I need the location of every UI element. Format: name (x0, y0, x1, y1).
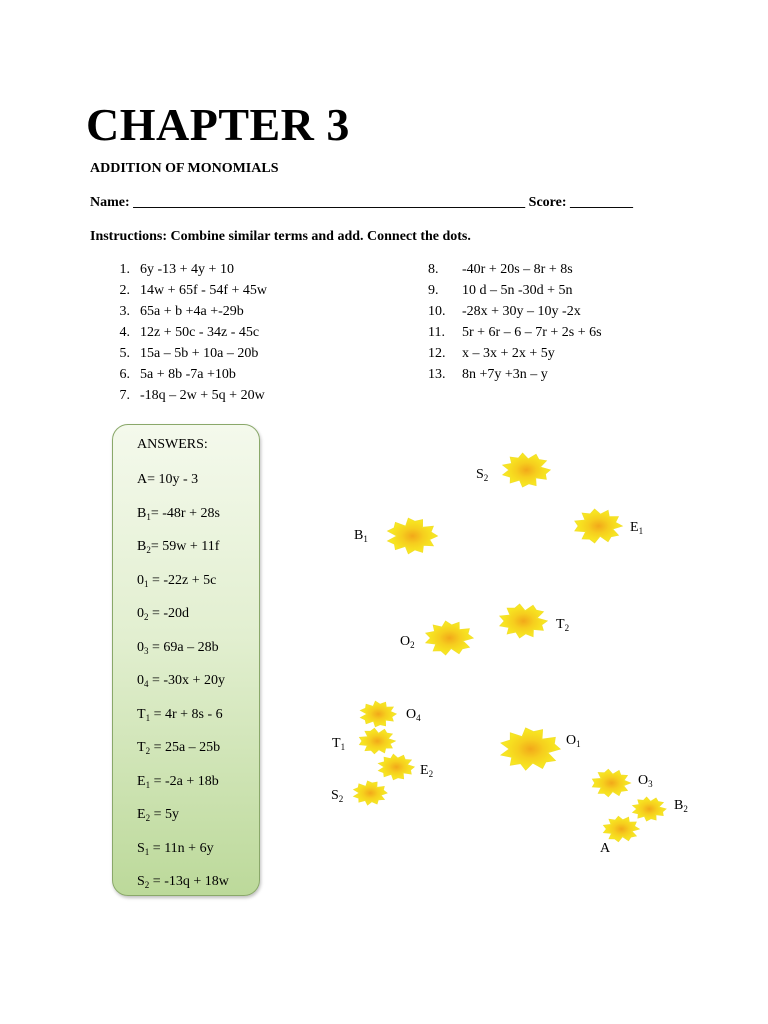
dot-subscript: 3 (648, 779, 653, 789)
dot-label (332, 736, 345, 752)
answer-subscript: 2 (145, 813, 151, 823)
problem-number: 6. (119, 367, 130, 382)
answer-expression: = 59w + 11f (150, 539, 220, 554)
dot-label (566, 733, 581, 749)
dot-label (674, 798, 688, 814)
problem-expression: 65a + b +4a +-29b (140, 304, 244, 319)
answer-letter: E (137, 773, 146, 789)
answer-letter: T (137, 706, 146, 722)
answer-subscript: 2 (146, 545, 151, 555)
problem-expression: x – 3x + 2x + 5y (462, 346, 555, 361)
answer-subscript: 2 (144, 612, 149, 622)
dot-label (354, 528, 368, 544)
problem-number: 13. (428, 367, 446, 382)
dot-label (400, 634, 415, 650)
problem-expression: 10 d – 5n -30d + 5n (462, 283, 573, 298)
answer-subscript: 1 (144, 846, 150, 857)
problem-number: 5. (119, 346, 130, 361)
name-blank[interactable]: ________________________________________________________ (133, 195, 526, 210)
answer-letter: E (137, 807, 146, 822)
dot-subscript: 1 (363, 534, 368, 544)
problem-number: 8. (428, 262, 439, 277)
answer-letter: B (137, 505, 147, 521)
problem-expression: 5a + 8b -7a +10b (140, 367, 236, 382)
answer-letter: T (137, 740, 146, 755)
dot-splat[interactable] (604, 816, 639, 841)
answer-subscript: 1 (145, 779, 151, 790)
problem-expression: -40r + 20s – 8r + 8s (462, 262, 573, 277)
problem-number: 2. (119, 283, 130, 298)
dot-letter: A (600, 841, 611, 856)
answer-expression: = -13q + 18w (149, 874, 229, 889)
problem-number: 3. (119, 304, 130, 319)
dot-subscript: 2 (483, 473, 489, 483)
dot-subscript: 2 (410, 640, 415, 650)
dot-letter: O (400, 634, 411, 649)
dot-letter: B (354, 528, 364, 543)
answer-letter: 0 (137, 572, 144, 588)
dot-splat[interactable] (360, 728, 395, 753)
dot-label (638, 773, 653, 789)
dot-letter: T (332, 736, 341, 751)
problem-number: 7. (119, 388, 130, 403)
answer-expression: = -48r + 28s (150, 505, 220, 521)
dot-subscript: 1 (576, 739, 581, 749)
problem-expression: 12z + 50c - 34z - 45c (140, 325, 260, 340)
dot-splat[interactable] (503, 453, 550, 487)
dot-letter: E (420, 763, 429, 778)
problem-expression: -28x + 30y – 10y -2x (462, 304, 581, 319)
dot-splat[interactable] (361, 701, 396, 726)
dot-subscript: 1 (638, 526, 644, 536)
dot-label (331, 788, 343, 804)
answer-letter: 0 (137, 673, 144, 688)
answer-subscript: 2 (145, 746, 151, 756)
dot-label (600, 841, 610, 857)
dot-splat[interactable] (500, 604, 547, 638)
problem-expression: 8n +7y +3n – y (462, 367, 548, 382)
dot-letter: T (556, 617, 565, 632)
answer-subscript: 1 (144, 578, 149, 589)
answer-expression: = -22z + 5c (148, 572, 217, 588)
dot-letter: O (566, 733, 577, 748)
dot-letter: S (476, 467, 484, 482)
dot-splat[interactable] (633, 797, 666, 821)
answer-letter: 0 (137, 606, 144, 621)
dot-splat[interactable] (426, 621, 473, 655)
dot-splat[interactable] (593, 770, 631, 797)
answer-subscript: 1 (146, 511, 151, 522)
problem-expression: 15a – 5b + 10a – 20b (140, 346, 259, 361)
answer-expression: = 11n + 6y (149, 840, 214, 856)
dot-letter: E (630, 520, 639, 535)
dot-label (420, 763, 433, 779)
problem-expression: 5r + 6r – 6 – 7r + 2s + 6s (462, 325, 602, 340)
score-label: Score: (528, 195, 567, 210)
problem-number: 4. (119, 325, 130, 340)
dot-label (556, 617, 569, 633)
dot-letter: B (674, 798, 684, 813)
score-blank[interactable]: _________ (570, 195, 633, 210)
dot-letter: S (331, 788, 339, 803)
dot-label (476, 467, 488, 483)
name-label: Name: (90, 195, 130, 210)
answer-letter: S (137, 874, 145, 889)
dot-subscript: 2 (564, 623, 570, 633)
dot-letter: O (638, 773, 649, 788)
problem-expression: -18q – 2w + 5q + 20w (140, 388, 265, 403)
chapter-title: CHAPTER 3 (86, 99, 350, 150)
answers-title: ANSWERS: (137, 437, 208, 452)
answer-subscript: 2 (144, 880, 150, 890)
dot-splat[interactable] (388, 518, 437, 553)
answer-expression: = 5y (150, 807, 179, 822)
dot-subscript: 2 (338, 794, 344, 804)
answer-letter: B (137, 539, 147, 554)
dot-subscript: 2 (428, 769, 434, 779)
answer-expression: = 25a – 25b (150, 740, 221, 755)
answer-subscript: 3 (144, 645, 149, 656)
dot-label (406, 707, 421, 723)
dot-splat[interactable] (354, 781, 387, 805)
answer-letter: A (137, 472, 148, 487)
answer-subscript: 4 (144, 679, 149, 689)
problem-number: 10. (428, 304, 446, 319)
answer-subscript: 1 (145, 712, 151, 723)
problem-expression: 14w + 65f - 54f + 45w (140, 283, 267, 298)
problem-expression: 6y -13 + 4y + 10 (140, 262, 234, 277)
dot-subscript: 4 (416, 713, 421, 723)
answer-expression: = 4r + 8s - 6 (150, 706, 223, 722)
worksheet-subtitle: ADDITION OF MONOMIALS (90, 161, 279, 176)
dot-label (630, 520, 643, 536)
problem-number: 12. (428, 346, 446, 361)
problem-number: 1. (119, 262, 130, 277)
answer-expression: = -30x + 20y (148, 673, 225, 688)
dot-splat[interactable] (501, 728, 560, 770)
dot-splat[interactable] (379, 754, 414, 779)
answer-expression: = -2a + 18b (150, 773, 219, 789)
problem-number: 11. (428, 325, 445, 340)
dot-subscript: 2 (683, 804, 688, 814)
instructions: Instructions: Combine similar terms and add. Connect the dots. (90, 229, 471, 244)
answer-expression: = 69a – 28b (148, 639, 219, 655)
answer-expression: = 10y - 3 (147, 472, 199, 487)
dot-splat[interactable] (575, 509, 622, 543)
dot-subscript: 1 (340, 742, 346, 752)
answer-expression: = -20d (148, 606, 190, 621)
answer-letter: 0 (137, 639, 144, 655)
problem-number: 9. (428, 283, 439, 298)
dot-letter: O (406, 707, 417, 722)
answer-letter: S (137, 840, 145, 856)
